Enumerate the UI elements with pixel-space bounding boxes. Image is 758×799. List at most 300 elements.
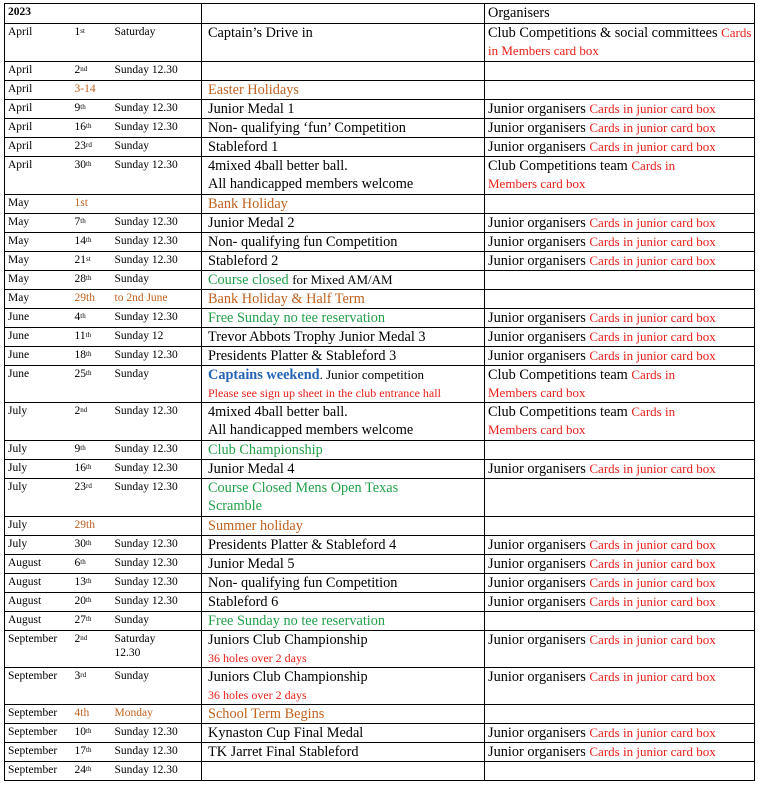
event-text: Club Championship	[208, 442, 323, 458]
schedule-row	[5, 81, 755, 100]
month-label: May	[8, 235, 30, 247]
event-cell	[202, 157, 485, 195]
event-cell	[202, 62, 485, 81]
day-ordinal: st	[86, 255, 91, 263]
organiser-text: Junior organisers	[488, 669, 590, 685]
month-label: September	[8, 707, 58, 719]
day-ordinal: th	[86, 765, 92, 773]
month-cell	[5, 762, 73, 781]
event-text: 36 holes over 2 days	[208, 651, 307, 665]
time-cell	[113, 195, 202, 214]
time-label: to 2nd June	[114, 292, 168, 304]
organisers-cell	[485, 479, 755, 517]
time-label: Sunday 12.30	[114, 349, 178, 361]
month-label: April	[8, 121, 33, 133]
organiser-text: Cards in junior card box	[589, 461, 716, 476]
day-label: 4th	[74, 707, 90, 719]
schedule-row	[5, 233, 755, 252]
event-text: Junior Medal 2	[208, 215, 295, 231]
organisers-cell	[485, 724, 755, 743]
organisers-cell	[485, 517, 755, 536]
time-cell	[113, 252, 202, 271]
organiser-text: Junior organisers	[488, 744, 590, 760]
day-cell	[73, 366, 113, 403]
schedule-row	[5, 24, 755, 62]
organisers-cell	[485, 24, 755, 62]
time-cell	[113, 612, 202, 631]
month-cell	[5, 309, 73, 328]
day-label: 1	[74, 26, 81, 38]
day-ordinal: th	[86, 746, 92, 754]
time-cell	[113, 743, 202, 762]
event-cell	[202, 631, 485, 668]
day-cell	[73, 593, 113, 612]
event-text: Captains weekend	[208, 367, 320, 383]
month-label: June	[8, 368, 30, 380]
organisers-cell	[485, 100, 755, 119]
time-label: Sunday 12.30	[114, 405, 178, 417]
organiser-text: Junior organisers	[488, 310, 590, 326]
time-label: Sunday 12.30	[114, 557, 178, 569]
time-cell	[113, 62, 202, 81]
event-cell	[202, 119, 485, 138]
organiser-text: Cards in	[631, 158, 676, 173]
day-ordinal: th	[86, 122, 92, 130]
event-cell	[202, 81, 485, 100]
organisers-cell	[485, 612, 755, 631]
schedule-row	[5, 479, 755, 517]
time-cell	[113, 705, 202, 724]
month-label: July	[8, 405, 28, 417]
event-text: Juniors Club Championship	[208, 669, 368, 685]
month-cell	[5, 460, 73, 479]
schedule-row	[5, 62, 755, 81]
time-cell	[113, 309, 202, 328]
year-cell	[5, 4, 202, 24]
organiser-text: Cards in junior card box	[589, 120, 716, 135]
day-label: 17	[74, 745, 86, 757]
time-label: Sunday 12.30	[114, 462, 178, 474]
organiser-text: Members card box	[488, 422, 586, 437]
event-cell	[202, 252, 485, 271]
day-cell	[73, 574, 113, 593]
event-text: Stableford 2	[208, 253, 279, 269]
schedule-row	[5, 157, 755, 195]
month-label: June	[8, 330, 30, 342]
schedule-row	[5, 328, 755, 347]
time-label: Sunday 12.30	[114, 576, 178, 588]
month-cell	[5, 366, 73, 403]
schedule-row	[5, 403, 755, 441]
day-label: 3-14	[74, 83, 96, 95]
month-cell	[5, 233, 73, 252]
organiser-text: Junior organisers	[488, 234, 590, 250]
month-label: July	[8, 481, 28, 493]
day-ordinal: th	[86, 369, 92, 377]
organisers-cell	[485, 214, 755, 233]
day-cell	[73, 460, 113, 479]
day-label: 23	[74, 140, 86, 152]
organiser-text: Junior organisers	[488, 556, 590, 572]
organiser-text: Cards in junior card box	[589, 575, 716, 590]
day-cell	[73, 479, 113, 517]
time-label: Sunday 12.30	[114, 745, 178, 757]
day-label: 11	[74, 330, 86, 342]
organisers-cell	[485, 705, 755, 724]
day-cell	[73, 347, 113, 366]
day-label: 23	[74, 481, 86, 493]
day-label: 20	[74, 595, 86, 607]
day-ordinal: th	[80, 217, 86, 225]
day-cell	[73, 252, 113, 271]
schedule-row	[5, 441, 755, 460]
organiser-text: Junior organisers	[488, 120, 590, 136]
schedule-row	[5, 252, 755, 271]
month-label: September	[8, 764, 58, 776]
month-label: August	[8, 614, 42, 626]
organiser-text: Club Competitions team	[488, 367, 632, 383]
event-cell	[202, 366, 485, 403]
month-label: September	[8, 745, 58, 757]
event-text: All handicapped members welcome	[208, 176, 414, 192]
day-label: 29th	[74, 292, 95, 304]
schedule-row	[5, 271, 755, 290]
organiser-text: Junior organisers	[488, 594, 590, 610]
month-label: August	[8, 576, 42, 588]
organiser-text: Junior organisers	[488, 101, 590, 117]
event-cell	[202, 574, 485, 593]
schedule-row	[5, 705, 755, 724]
month-cell	[5, 347, 73, 366]
organiser-text: Cards in junior card box	[589, 101, 716, 116]
month-cell	[5, 157, 73, 195]
organisers-cell	[485, 157, 755, 195]
day-cell	[73, 309, 113, 328]
day-cell	[73, 555, 113, 574]
organisers-cell	[485, 574, 755, 593]
day-ordinal: rd	[86, 482, 92, 490]
organisers-cell	[485, 81, 755, 100]
month-cell	[5, 328, 73, 347]
schedule-row	[5, 100, 755, 119]
event-cell	[202, 612, 485, 631]
month-label: May	[8, 273, 30, 285]
day-label: 21	[74, 254, 86, 266]
day-label: 13	[74, 576, 86, 588]
month-label: April	[8, 102, 33, 114]
day-cell	[73, 81, 113, 100]
day-cell	[73, 517, 113, 536]
time-label: Sunday	[114, 670, 149, 682]
month-label: April	[8, 140, 33, 152]
day-label: 30	[74, 538, 86, 550]
time-cell	[113, 460, 202, 479]
month-label: August	[8, 557, 42, 569]
year-label: 2023	[8, 6, 31, 18]
month-label: July	[8, 443, 28, 455]
organiser-text: Members card box	[488, 385, 586, 400]
event-cell	[202, 328, 485, 347]
schedule-row	[5, 290, 755, 309]
time-cell	[113, 574, 202, 593]
organisers-cell	[485, 743, 755, 762]
day-label: 4	[74, 311, 81, 323]
organisers-cell	[485, 366, 755, 403]
day-ordinal: th	[86, 727, 92, 735]
event-text: Kynaston Cup Final Medal	[208, 725, 364, 741]
schedule-row	[5, 743, 755, 762]
organiser-text: Cards in junior card box	[589, 329, 716, 344]
organiser-text: Junior organisers	[488, 632, 590, 648]
event-cell	[202, 309, 485, 328]
month-cell	[5, 536, 73, 555]
organisers-cell	[485, 138, 755, 157]
event-text: Presidents Platter & Stableford 3	[208, 348, 397, 364]
event-cell	[202, 441, 485, 460]
schedule-row	[5, 574, 755, 593]
organisers-cell	[485, 762, 755, 781]
time-cell	[113, 233, 202, 252]
month-cell	[5, 119, 73, 138]
day-ordinal: th	[86, 160, 92, 168]
time-label: Sunday 12.30	[114, 538, 178, 550]
day-cell	[73, 214, 113, 233]
month-cell	[5, 612, 73, 631]
organiser-text: Cards in	[631, 367, 676, 382]
organiser-text: Cards in junior card box	[589, 594, 716, 609]
event-text: Junior Medal 1	[208, 101, 295, 117]
time-cell	[113, 138, 202, 157]
schedule-row	[5, 668, 755, 705]
month-label: June	[8, 349, 30, 361]
organiser-text: Cards in junior card box	[589, 725, 716, 740]
schedule-row	[5, 119, 755, 138]
day-label: 16	[74, 121, 86, 133]
schedule-row	[5, 612, 755, 631]
month-label: June	[8, 311, 30, 323]
event-text: 36 holes over 2 days	[208, 688, 307, 702]
time-label: Sunday 12.30	[114, 443, 178, 455]
time-label-2: 12.30	[114, 647, 141, 659]
organiser-text: Cards in junior card box	[589, 744, 716, 759]
time-label: Sunday 12.30	[114, 121, 178, 133]
organisers-cell	[485, 328, 755, 347]
event-cell	[202, 271, 485, 290]
month-label: April	[8, 26, 33, 38]
event-cell	[202, 593, 485, 612]
schedule-row	[5, 762, 755, 781]
month-cell	[5, 593, 73, 612]
month-label: July	[8, 538, 28, 550]
time-cell	[113, 631, 202, 668]
time-cell	[113, 347, 202, 366]
time-label: Sunday 12.30	[114, 64, 178, 76]
month-label: May	[8, 254, 30, 266]
day-ordinal: th	[86, 463, 92, 471]
month-cell	[5, 479, 73, 517]
month-cell	[5, 62, 73, 81]
day-cell	[73, 233, 113, 252]
schedule-row	[5, 724, 755, 743]
schedule-row	[5, 309, 755, 328]
organiser-text: Cards in junior card box	[589, 215, 716, 230]
event-cell	[202, 724, 485, 743]
month-label: April	[8, 83, 33, 95]
time-cell	[113, 100, 202, 119]
organisers-cell	[485, 195, 755, 214]
day-cell	[73, 195, 113, 214]
month-cell	[5, 705, 73, 724]
day-cell	[73, 119, 113, 138]
schedule-row	[5, 593, 755, 612]
event-cell	[202, 668, 485, 705]
time-cell	[113, 536, 202, 555]
day-cell	[73, 157, 113, 195]
day-cell	[73, 668, 113, 705]
organisers-cell	[485, 119, 755, 138]
event-cell	[202, 479, 485, 517]
event-cell	[202, 195, 485, 214]
organiser-text: Cards in junior card box	[589, 253, 716, 268]
time-label: Sunday	[114, 368, 149, 380]
event-text: Trevor Abbots Trophy Junior Medal 3	[208, 329, 426, 345]
event-cell	[202, 517, 485, 536]
schedule-body	[5, 24, 755, 781]
day-label: 14	[74, 235, 86, 247]
month-cell	[5, 290, 73, 309]
day-ordinal: th	[86, 577, 92, 585]
event-text: Course Closed Mens Open Texas	[208, 480, 399, 496]
organiser-text: Cards in junior card box	[589, 139, 716, 154]
organiser-text: Junior organisers	[488, 348, 590, 364]
event-text: TK Jarret Final Stableford	[208, 744, 359, 760]
schedule-row	[5, 517, 755, 536]
organisers-cell	[485, 536, 755, 555]
day-cell	[73, 536, 113, 555]
event-text: Presidents Platter & Stableford 4	[208, 537, 397, 553]
time-label: Sunday 12	[114, 330, 164, 342]
time-label: Sunday 12.30	[114, 726, 178, 738]
event-cell	[202, 214, 485, 233]
month-cell	[5, 100, 73, 119]
event-cell	[202, 347, 485, 366]
organisers-cell	[485, 668, 755, 705]
month-cell	[5, 631, 73, 668]
day-ordinal: th	[85, 331, 92, 339]
organiser-text: Junior organisers	[488, 329, 590, 345]
day-ordinal: th	[86, 615, 92, 623]
day-ordinal: th	[80, 312, 86, 320]
organisers-cell	[485, 460, 755, 479]
event-text: Bank Holiday & Half Term	[208, 291, 365, 307]
event-text: Captain’s Drive in	[208, 25, 313, 41]
day-cell	[73, 743, 113, 762]
day-cell	[73, 441, 113, 460]
month-cell	[5, 517, 73, 536]
day-cell	[73, 328, 113, 347]
time-label: Sunday 12.30	[114, 216, 178, 228]
month-cell	[5, 441, 73, 460]
day-cell	[73, 612, 113, 631]
month-label: May	[8, 216, 30, 228]
month-label: May	[8, 197, 30, 209]
event-text: Non- qualifying fun Competition	[208, 234, 398, 250]
event-text: Free Sunday no tee reservation	[208, 310, 386, 326]
event-cell	[202, 403, 485, 441]
organiser-text: Junior organisers	[488, 461, 590, 477]
day-ordinal: th	[80, 558, 86, 566]
day-label: 9	[74, 102, 81, 114]
organisers-cell	[485, 233, 755, 252]
month-label: September	[8, 633, 58, 645]
day-cell	[73, 100, 113, 119]
schedule-row	[5, 195, 755, 214]
event-cell	[202, 536, 485, 555]
organiser-text: Cards in junior card box	[589, 310, 716, 325]
organisers-header-cell	[485, 4, 755, 24]
event-text: Easter Holidays	[208, 82, 299, 98]
time-label: Sunday	[114, 614, 149, 626]
organiser-text: Junior organisers	[488, 139, 590, 155]
schedule-row	[5, 536, 755, 555]
event-cell	[202, 460, 485, 479]
month-cell	[5, 574, 73, 593]
event-text: 4mixed 4ball better ball.	[208, 158, 348, 174]
schedule-row	[5, 631, 755, 668]
month-cell	[5, 743, 73, 762]
organisers-cell	[485, 290, 755, 309]
month-label: September	[8, 726, 58, 738]
event-text: Juniors Club Championship	[208, 632, 368, 648]
day-label: 30	[74, 159, 86, 171]
event-text: Non- qualifying fun Competition	[208, 575, 398, 591]
organisers-title: Organisers	[488, 5, 550, 21]
event-text: Summer holiday	[208, 518, 303, 534]
organisers-cell	[485, 271, 755, 290]
month-cell	[5, 403, 73, 441]
time-cell	[113, 157, 202, 195]
month-label: July	[8, 519, 28, 531]
month-cell	[5, 555, 73, 574]
event-header-cell	[202, 4, 485, 24]
organiser-text: Cards in junior card box	[589, 669, 716, 684]
organisers-cell	[485, 593, 755, 612]
time-label: Sunday 12.30	[114, 102, 178, 114]
event-cell	[202, 762, 485, 781]
day-cell	[73, 724, 113, 743]
organiser-text: Cards in junior card box	[589, 234, 716, 249]
organiser-text: Club Competitions team	[488, 404, 632, 420]
time-label: Sunday 12.30	[114, 159, 178, 171]
organisers-cell	[485, 631, 755, 668]
day-ordinal: th	[86, 350, 92, 358]
day-label: 18	[74, 349, 86, 361]
organisers-cell	[485, 555, 755, 574]
event-text: Bank Holiday	[208, 196, 288, 212]
event-text: Junior Medal 5	[208, 556, 295, 572]
time-cell	[113, 668, 202, 705]
schedule-row	[5, 460, 755, 479]
event-cell	[202, 290, 485, 309]
organiser-text: Cards in	[631, 404, 676, 419]
organiser-text: Cards in junior card box	[589, 348, 716, 363]
organiser-text: Junior organisers	[488, 725, 590, 741]
month-cell	[5, 195, 73, 214]
event-cell	[202, 555, 485, 574]
event-text: School Term Begins	[208, 706, 325, 722]
day-ordinal: th	[86, 539, 92, 547]
time-label: Sunday 12.30	[114, 254, 178, 266]
